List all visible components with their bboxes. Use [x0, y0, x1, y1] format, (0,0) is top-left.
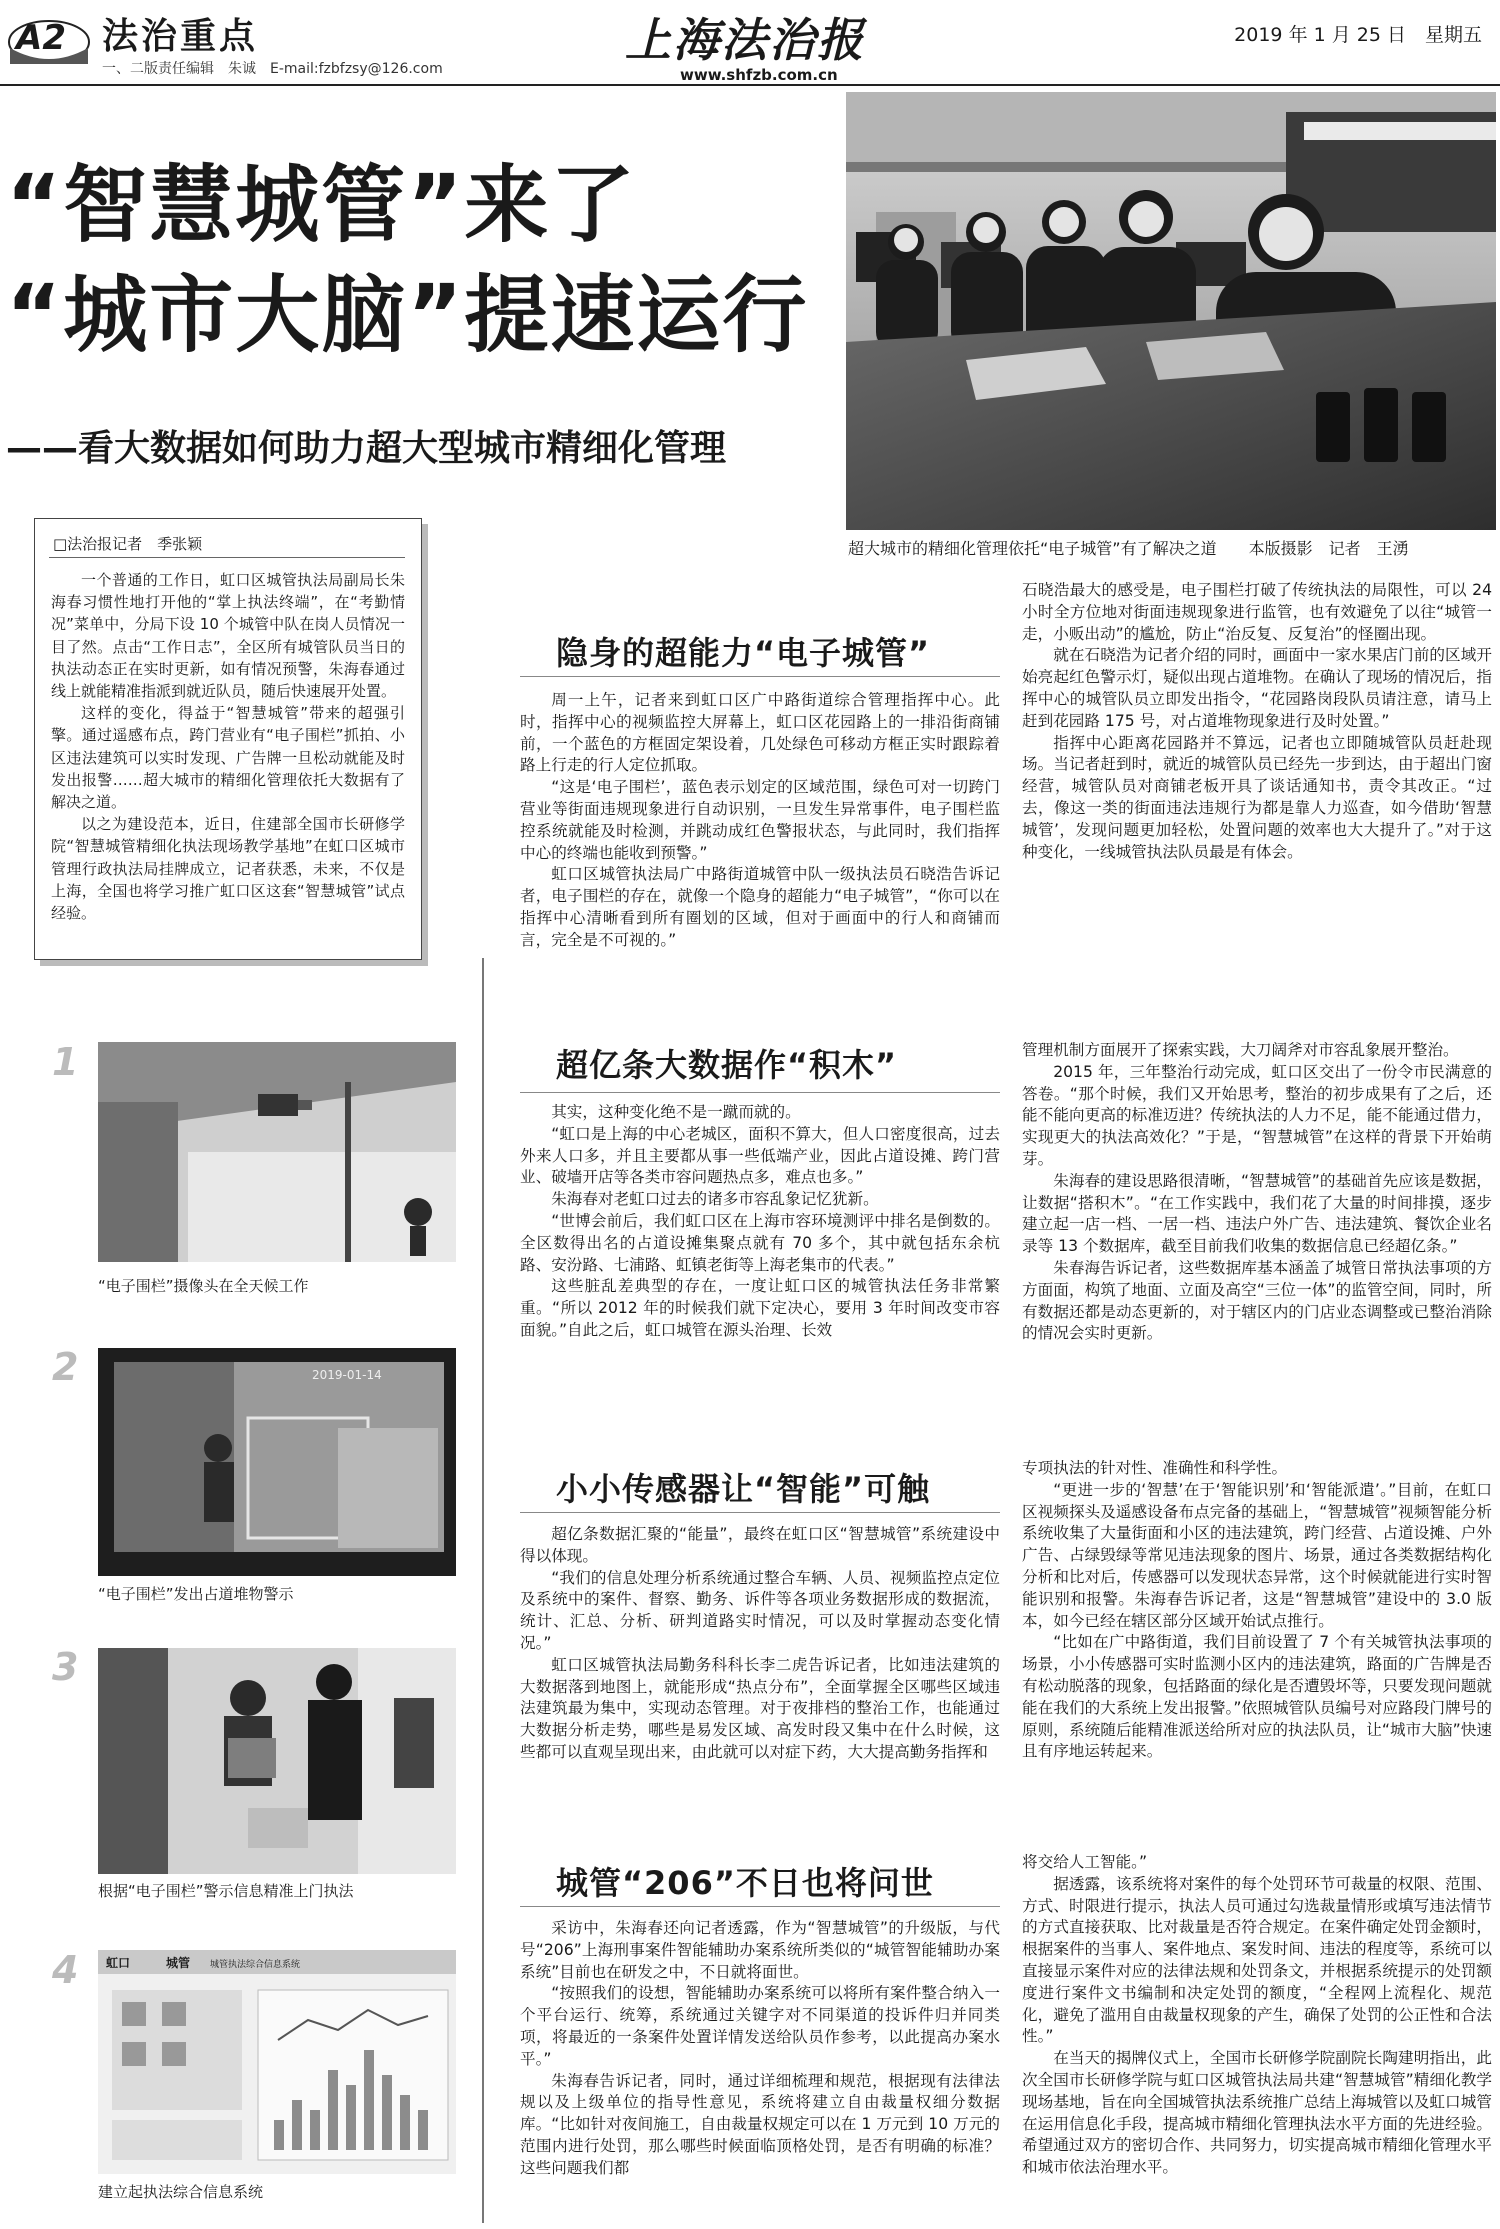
- photo-alert-screen: [98, 1348, 456, 1576]
- main-headline: [6, 150, 836, 370]
- section-heading: 小小传感器让“智能”可触: [556, 1470, 931, 1508]
- paragraph: “按照我们的设想，智能辅助办案系统可以将所有案件整合纳入一个平台运行、统筹，系统通过关键字对不同渠道的投诉件归并同类项，将最近的一条案件处置详情发送给队员作参考，以此提高办案水平。”: [520, 1984, 1000, 2068]
- intro-paragraph: 这样的变化，得益于“智慧城管”带来的超强引擎。通过遥感布点，跨门营业有“电子围栏”抓拍、小区违法建筑可以实时发现、广告牌一旦松动就能及时发出报警……超大城市的精细化管理依托大数据有了解决之道。: [51, 704, 405, 812]
- photo-enforcement: [98, 1648, 456, 1874]
- camera-timestamp: 2019-01-14: [312, 1368, 382, 1382]
- photo-number: 3: [52, 1645, 79, 1689]
- photo-camera: [98, 1042, 456, 1262]
- photo-number: 2: [52, 1345, 79, 1389]
- screen-subtitle: 城管执法综合信息系统: [210, 1960, 301, 1970]
- section-column: [520, 690, 1000, 952]
- sub-headline: ——看大数据如何助力超大型城市精细化管理: [6, 428, 727, 469]
- paragraph: 管理机制方面展开了探索实践，大刀阔斧对市容乱象展开整治。: [1022, 1041, 1459, 1059]
- paragraph: 据透露，该系统将对案件的每个处罚环节可裁量的权限、范围、方式、时限进行提示，执法人员可通过勾选裁量情形或填写违法情节的方式直接获取、比对裁量是否符合规定。在案件确定处罚金额时，根据案件的当事人、案件地点、案发时间、违法的程度等，系统可以直接显示案件对应的法律法规和处罚条文，并根据系统提示的处罚额度进行案件文书编制和决定处罚的额度，“全程网上流程化、规范化，避免了滥用自由裁量权现象的产生，确保了处罚的公正性和合法性。”: [1022, 1874, 1492, 2046]
- headline-line-2: “城市大脑”提速运行: [6, 266, 809, 364]
- paragraph: 朱海春告诉记者，同时，通过详细梳理和规范，根据现有法律法规以及上级单位的指导性意见，系统将建立自由裁量权细分数据库。“比如针对夜间施工，自由裁量权规定可以在 1 万元到 10 万元的范围内进行处罚，那么哪些时候面临顶格处罚，是否有明确的标准？这些问题我们都: [520, 2071, 1000, 2177]
- editor-info: 一、二版责任编辑 朱诚 E-mail:fzbfzsy@126.com: [102, 61, 443, 77]
- alert-screen-illustration: [98, 1348, 456, 1576]
- section-heading: 城管“206”不日也将问世: [556, 1864, 934, 1902]
- section-title: 法治重点: [102, 16, 259, 57]
- photo-number: 1: [52, 1040, 79, 1084]
- section-rule: [520, 1512, 1000, 1513]
- paragraph: “我们的信息处理分析系统通过整合车辆、人员、视频监控点定位及系统中的案件、督察、勤务、诉件等各项业务数据形成的数据流，统计、汇总、分析、研判道路实时情况，可以及时掌握动态变化情况。”: [520, 1568, 1000, 1652]
- paragraph: 其实，这种变化绝不是一蹴而就的。: [551, 1103, 801, 1121]
- hero-caption: 超大城市的精细化管理依托“电子城管”有了解决之道 本版摄影 记者 王湧: [848, 539, 1409, 558]
- photo-caption: “电子围栏”摄像头在全天候工作: [98, 1277, 309, 1295]
- photo-number: 4: [52, 1948, 79, 1992]
- section-rule: [520, 1906, 1000, 1907]
- section-rule: [520, 1092, 1000, 1093]
- header-divider: [0, 84, 1500, 86]
- paragraph: 采访中，朱海春还向记者透露，作为“智慧城管”的升级版，与代号“206”上海刑事案件智能辅助办案系统所类似的“城管智能辅助办案系统”目前也在研发之中，不日就将面世。: [520, 1919, 1000, 1981]
- paragraph: 朱海春对老虹口过去的诸多市容乱象记忆犹新。: [551, 1190, 879, 1209]
- paragraph: “虹口是上海的中心老城区，面积不算大，但人口密度很高，过去外来人口多，并且主要都从事一些低端产业，因此占道设摊、跨门营业、破墙开店等各类市容问题热点多，难点也多。”: [520, 1124, 1000, 1187]
- info-system-illustration: [98, 1950, 456, 2174]
- paragraph: 在当天的揭牌仪式上，全国市长研修学院副院长陶建明指出，此次全国市长研修学院与虹口区城管执法局共建“智慧城管”精细化教学现场基地，旨在向全国城管执法系统推广总结上海城管以及虹口城管在运用信息化手段，提高城市精细化管理执法水平方面的先进经验。希望通过双方的密切合作、共同努力，切实提高城市精细化管理水平和城市依法治理水平。: [1022, 2049, 1492, 2177]
- paragraph: “这是‘电子围栏’，蓝色表示划定的区域范围，绿色可对一切跨门营业等街面违规现象进行自动识别，一旦发生异常事件，电子围栏监控系统就能及时检测，并跳动成红色警报状态，与此同时，我们指挥中心的终端也能收到预警。”: [520, 778, 1000, 862]
- section-heading: 超亿条大数据作“积木”: [556, 1046, 898, 1084]
- hero-photo: [846, 92, 1496, 530]
- newspaper-logo: 上海法治报: [625, 13, 865, 67]
- column-divider: [482, 958, 484, 2223]
- control-room-illustration: [846, 92, 1496, 530]
- paragraph: 专项执法的针对性、准确性和科学性。: [1022, 1459, 1288, 1477]
- enforcement-illustration: [98, 1648, 456, 1874]
- reporter-byline: □法治报记者 季张颖: [53, 535, 203, 553]
- paragraph: “比如在广中路街道，我们目前设置了 7 个有关城管执法事项的场景，小小传感器可实时监测小区内的违法建筑，路面的广告牌是否有松动脱落的现象，包括路面的绿化是否遭毁坏等，只要发现问题就能在我们的大系统上发出报警。”依照城管队员编号对应路段门牌号的原则，系统随后能精准派送给所对应的执法队员，让“城市大脑”快速且有序地运转起来。: [1022, 1633, 1492, 1761]
- paragraph: 指挥中心距离花园路并不算远，记者也立即随城管队员赶赴现场。当记者赶到时，就近的城管队员已经先一步到达，由于超出门窗经营，城管队员对商铺老板开具了谈话通知书，责令其改正。“过去，像这一类的街面违法违规行为都是靠人力巡查，如今借助‘智慧城管’，发现问题更加轻松，处置问题的效率也大大提升了。”对于这种变化，一线城管执法队员最是有体会。: [1022, 733, 1492, 861]
- paragraph: 超亿条数据汇聚的“能量”，最终在虹口区“智慧城管”系统建设中得以体现。: [520, 1525, 1000, 1565]
- paragraph: 石晓浩最大的感受是，电子围栏打破了传统执法的局限性，可以 24 小时全方位地对街面违规现象进行监管，也有效避免了以往“城管一走，小贩出动”的尴尬，防止“治反复、反复治”的怪圈出现。: [1022, 581, 1492, 643]
- byline-divider: [49, 557, 405, 558]
- paragraph: 虹口区城管执法局勤务科科长李二虎告诉记者，比如违法建筑的大数据落到地图上，就能形成“热点分布”，全面掌握全区哪些区域违法建筑最为集中，实现动态管理。对于夜排档的整治工作，也能通过大数据分析走势，哪些是易发区域、高发时段又集中在什么时候，这些都可以直观呈现出来，由此就可以对症下药，大大提高勤务指挥和: [520, 1655, 1000, 1761]
- paragraph: “更进一步的‘智慧’在于‘智能识别’和‘智能派遣’。”目前，在虹口区视频探头及遥感设备布点完备的基础上，“智慧城管”视频智能分析系统收集了大量街面和小区的违法建筑，跨门经营、占道设摊、户外广告、占绿毁绿等常见违法现象的图片、场景，通过各类数据结构化分析和比对后，传感器可以发现状态异常，这个时候就能进行实时智能识别和报警。朱海春告诉记者，这是“智慧城管”建设中的 3.0 版本，如今已经在辖区部分区域开始试点推行。: [1022, 1480, 1492, 1630]
- section-column: [1022, 580, 1492, 863]
- headline-line-1: “智慧城管”来了: [6, 156, 637, 254]
- paragraph: 这些脏乱差典型的存在，一度让虹口区的城管执法任务非常繁重。“所以 2012 年的时候我们就下定决心，要用 3 年时间改变市容面貌。”自此之后，虹口城管在源头治理、长效: [520, 1277, 1000, 1339]
- website-link[interactable]: www.shfzb.com.cn: [680, 66, 838, 84]
- photo-info-system: [98, 1950, 456, 2174]
- screen-brand: 虹口: [106, 1956, 131, 1970]
- paragraph: 将交给人工智能。”: [1022, 1853, 1148, 1871]
- paragraph: “世博会前后，我们虹口区在上海市容环境测评中排名是倒数的。全区数得出名的占道设摊集聚点就有 70 多个，其中就包括东余杭路、安汾路、七浦路、虹镇老街等上海老集市的代表。”: [520, 1211, 1000, 1274]
- screen-title: 城管: [166, 1956, 191, 1970]
- section-column: [1022, 1458, 1492, 1763]
- paragraph: 周一上午，记者来到虹口区广中路街道综合管理指挥中心。此时，指挥中心的视频监控大屏幕上，虹口区花园路上的一排沿街商铺前，一个蓝色的方框固定架设着，几处绿色可移动方框正实时跟踪着路上行走的行人定位抓取。: [520, 691, 1000, 775]
- intro-paragraph: 以之为建设范本，近日，住建部全国市长研修学院“智慧城管精细化执法现场教学基地”在虹口区城市管理行政执法局挂牌成立，记者获悉，未来，不仅是上海，全国也将学习推广虹口区这套“智慧城管”试点经验。: [51, 815, 405, 923]
- page-number: A2: [16, 18, 66, 58]
- section-column: [1022, 1852, 1492, 2179]
- paragraph: 就在石晓浩为记者介绍的同时，画面中一家水果店门前的区域开始亮起红色警示灯，疑似出现占道堆物。在确认了现场的情况后，指挥中心的城管队员立即发出指令，“花园路岗段队员请注意，请马上赶到花园路 175 号，对占道堆物现象进行及时处置。”: [1022, 646, 1492, 730]
- section-heading: 隐身的超能力“电子城管”: [556, 634, 931, 672]
- issue-date: 2019 年 1 月 25 日 星期五: [1234, 24, 1482, 46]
- section-column: [520, 1918, 1000, 2180]
- intro-box: [34, 518, 422, 960]
- section-column: [520, 1524, 1000, 1764]
- photo-caption: “电子围栏”发出占道堆物警示: [98, 1585, 294, 1603]
- photo-caption: 根据“电子围栏”警示信息精准上门执法: [98, 1882, 354, 1900]
- photo-caption: 建立起执法综合信息系统: [98, 2183, 264, 2201]
- intro-text: [51, 569, 405, 924]
- section-column: [1022, 1040, 1492, 1345]
- camera-illustration: [98, 1042, 456, 1262]
- paragraph: 朱海春的建设思路很清晰，“智慧城管”的基础首先应该是数据，让数据“搭积木”。“在工作实践中，我们花了大量的时间排摸，逐步建立起一店一档、一居一档、违法户外广告、违法建筑、餐饮企业名录等 13 个数据库，截至目前我们收集的数据信息已经超亿条。”: [1022, 1171, 1492, 1256]
- intro-paragraph: 一个普通的工作日，虹口区城管执法局副局长朱海春习惯性地打开他的“掌上执法终端”，在“考勤情况”菜单中，分局下设 10 个城管中队在岗人员情况一目了然。点击“工作日志”，全区所有城管队员当日的执法动态正在实时更新，如有情况预警，朱海春通过线上就能精准指派到就近队员，随后快速展开处置。: [51, 571, 405, 701]
- paragraph: 虹口区城管执法局广中路街道城管中队一级执法员石晓浩告诉记者，电子围栏的存在，就像一个隐身的超能力“电子城管”，“你可以在指挥中心清晰看到所有圈划的区域，但对于画面中的行人和商铺而言，完全是不可视的。”: [520, 865, 1000, 949]
- paragraph: 朱春海告诉记者，这些数据库基本涵盖了城管日常执法事项的方方面面，构筑了地面、立面及高空“三位一体”的监管空间，同时，所有数据还都是动态更新的，对于辖区内的门店业态调整或已整治消除的情况会实时更新。: [1022, 1258, 1492, 1343]
- section-rule: [520, 676, 1000, 677]
- section-column: [520, 1102, 1000, 1342]
- paragraph: 2015 年，三年整治行动完成，虹口区交出了一份令市民满意的答卷。“那个时候，我们又开始思考，整治的初步成果有了之后，还能不能向更高的标准迈进？传统执法的人力不足，能不能通过借力，实现更大的执法高效化？”于是，“智慧城管”在这样的背景下开始萌芽。: [1022, 1062, 1492, 1168]
